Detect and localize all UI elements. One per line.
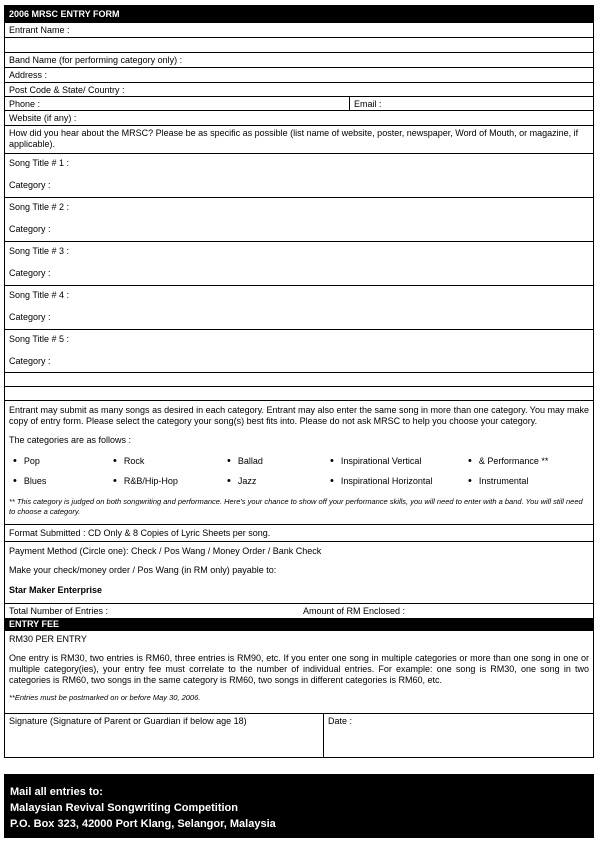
entrant-name-field[interactable]: Entrant Name : [5, 22, 593, 37]
song-title-label: Song Title # 2 : [9, 202, 70, 212]
category-item: • Blues [13, 476, 113, 487]
hear-about-field[interactable]: How did you hear about the MRSC? Please be as specific as possible (list name of website, poster, newspaper, Word of Mouth, or magazine, if applicable). [5, 125, 593, 153]
category-item: • Inspirational Horizontal [330, 476, 468, 487]
payment-method[interactable]: Payment Method (Circle one): Check / Pos Wang / Money Order / Bank Check [9, 546, 322, 556]
category-item: • Rock [113, 456, 227, 467]
song-entry-4[interactable] [5, 285, 593, 329]
postcode-field[interactable]: Post Code & State/ Country : [5, 82, 593, 96]
entry-fee-rate: RM30 PER ENTRY [9, 634, 87, 644]
mail-recipient: Malaysian Revival Songwriting Competition [10, 802, 238, 814]
instructions-text: Entrant may submit as many songs as desired in each category. Entrant may also enter the same song in more than one category. You may make copy of entry form. Please select the category your song(s) best fits into. Please do not ask MRSC to help you choose your category. [9, 405, 589, 426]
song-entry-3[interactable] [5, 241, 593, 285]
signature-row [5, 713, 593, 757]
song-entry-2[interactable] [5, 197, 593, 241]
email-field[interactable]: Email : [349, 97, 593, 110]
entry-fee-details: One entry is RM30, two entries is RM60, three entries is RM90, etc. If you enter one song in multiple categories or more than one song in one or multiple category(ies), your entry fee must correlate to the number of individual entries. For example: one song is RM30, one song in two categories is RM60, two songs in the same category is RM60, two songs in different categories is RM60, etc. [9, 653, 589, 685]
category-item: • Inspirational Vertical [330, 456, 468, 467]
deadline-note: **Entries must be postmarked on or before May 30, 2006. [9, 693, 201, 702]
category-note: ** This category is judged on both songwriting and performance. Here's your chance to show off your performance skills, you will need to enter with a band. You will still need to choose a category. [9, 497, 583, 516]
category-item: • Pop [13, 456, 113, 467]
song-category-label: Category : [9, 312, 51, 322]
song-category-label: Category : [9, 180, 51, 190]
song-title-label: Song Title # 3 : [9, 246, 70, 256]
website-field[interactable]: Website (if any) : [5, 110, 593, 125]
phone-field[interactable]: Phone : [9, 99, 41, 109]
mail-to-banner [4, 774, 594, 838]
category-item: • R&B/Hip-Hop [113, 476, 227, 487]
total-entries-field[interactable]: Total Number of Entries : [9, 606, 109, 616]
song-entry-5[interactable] [5, 329, 593, 372]
mail-heading: Mail all entries to: [10, 786, 103, 798]
entry-fee-header: ENTRY FEE [5, 618, 593, 631]
payable-to: Make your check/money order / Pos Wang (in RM only) payable to: [9, 565, 277, 575]
song-category-label: Category : [9, 224, 51, 234]
blank-line [5, 386, 593, 400]
categories-intro: The categories are as follows : [9, 435, 132, 445]
song-title-label: Song Title # 4 : [9, 290, 70, 300]
totals-row [5, 603, 593, 618]
song-title-label: Song Title # 1 : [9, 158, 70, 168]
payment-section [5, 541, 593, 603]
song-entry-1[interactable] [5, 153, 593, 197]
blank-line [5, 37, 593, 52]
category-item: • & Performance ** [468, 456, 588, 467]
category-item: • Instrumental [468, 476, 588, 487]
instructions-section [5, 400, 593, 524]
contact-row [5, 96, 593, 110]
categories-list [13, 456, 589, 487]
song-category-label: Category : [9, 356, 51, 366]
blank-line [5, 372, 593, 386]
date-field[interactable]: Date : [323, 714, 593, 757]
entry-form [4, 5, 594, 758]
category-item: • Jazz [227, 476, 330, 487]
band-name-field[interactable]: Band Name (for performing category only) : [5, 52, 593, 67]
format-field: Format Submitted : CD Only & 8 Copies of Lyric Sheets per song. [5, 524, 593, 541]
form-title: 2006 MRSC ENTRY FORM [5, 6, 593, 22]
signature-field[interactable]: Signature (Signature of Parent or Guardian if below age 18) [9, 716, 247, 726]
address-field[interactable]: Address : [5, 67, 593, 82]
payee-name: Star Maker Enterprise [9, 585, 103, 595]
song-title-label: Song Title # 5 : [9, 334, 70, 344]
mail-address: P.O. Box 323, 42000 Port Klang, Selangor, Malaysia [10, 818, 276, 830]
category-item: • Ballad [227, 456, 330, 467]
song-category-label: Category : [9, 268, 51, 278]
amount-enclosed-field[interactable]: Amount of RM Enclosed : [303, 606, 406, 616]
entry-fee-section [5, 631, 593, 713]
